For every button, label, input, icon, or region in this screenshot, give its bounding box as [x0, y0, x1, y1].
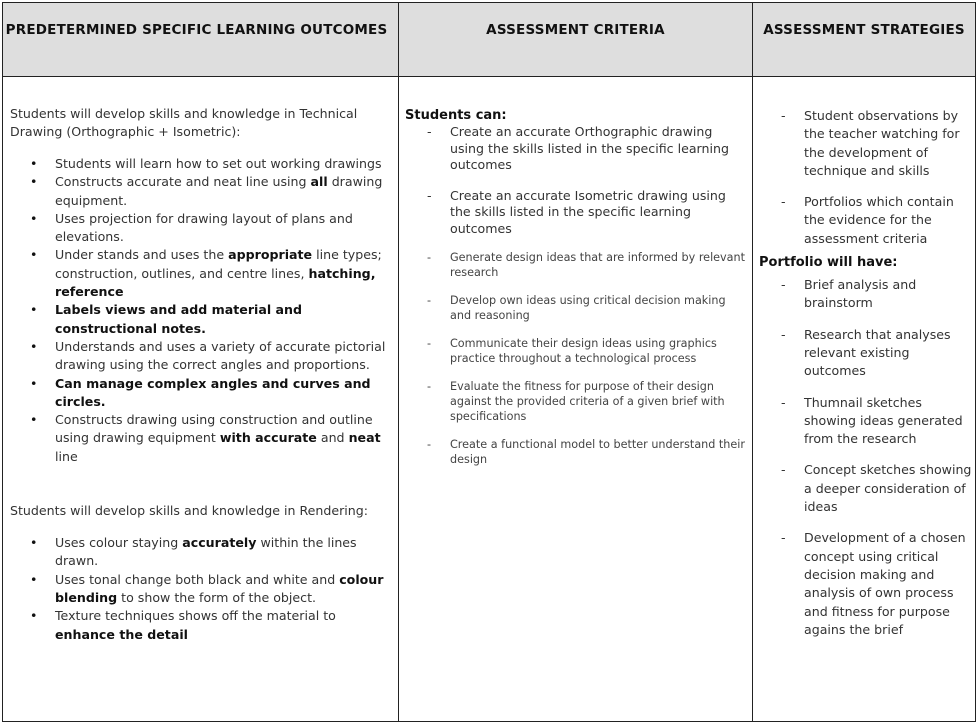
bold-text: appropriate	[228, 247, 313, 263]
header-assessment-strategies: ASSESSMENT STRATEGIES	[763, 22, 965, 38]
text: line types; construction, outlines, and centre lines,	[55, 247, 382, 281]
outcomes-intro-technical: Students will develop skills and knowledge in Technical Drawing (Orthographic + Isometric):	[10, 106, 358, 139]
text: Uses colour staying	[55, 535, 183, 551]
text: line	[55, 448, 78, 464]
bold-text: enhance the detail	[55, 626, 188, 642]
bold-text: Labels views and add material and constructional notes.	[55, 302, 303, 336]
portfolio-list	[759, 276, 975, 639]
bold-text: neat	[348, 430, 381, 446]
learning-outcomes-column	[10, 77, 395, 644]
text: Students will learn how to set out working drawings	[55, 156, 382, 171]
assessment-table	[2, 2, 976, 722]
outcome-item	[10, 607, 395, 644]
text: Uses projection for drawing layout of plans and elevations.	[55, 210, 353, 245]
criteria-item: - Evaluate the fitness for purpose of their design against the provided criteria of a given brief with specifications	[405, 379, 750, 424]
bold-text: hatching, reference	[55, 265, 376, 300]
outcome-item	[10, 375, 395, 412]
criteria-item: - Generate design ideas that are informed by relevant research	[405, 250, 750, 280]
strategy-item: - Development of a chosen concept using critical decision making and analysis of own process and fitness for purpose agains the brief	[759, 529, 975, 639]
text: Constructs drawing using construction and outline using drawing equipment	[55, 412, 373, 446]
outcomes-intro-rendering: Students will develop skills and knowledge in Rendering:	[10, 503, 368, 519]
criteria-item: - Communicate their design ideas using graphics practice throughout a technological process	[405, 336, 750, 366]
outcome-item	[10, 338, 395, 375]
outcome-item	[10, 411, 395, 466]
outcome-item	[10, 173, 395, 210]
strategy-item: - Research that analyses relevant existing outcomes	[759, 326, 975, 381]
strategy-item: - Brief analysis and brainstorm	[759, 276, 975, 313]
outcome-item	[10, 155, 395, 173]
strategies-list	[759, 107, 975, 248]
strategy-item: - Thumnail sketches showing ideas generated from the research	[759, 394, 975, 449]
text: Under stands and uses the	[55, 247, 229, 263]
strategy-item: - Student observations by the teacher watching for the development of technique and skills	[759, 107, 975, 180]
text: and	[316, 430, 349, 446]
header-assessment-criteria: ASSESSMENT CRITERIA	[486, 22, 665, 38]
strategy-item: - Portfolios which contain the evidence for the assessment criteria	[759, 193, 975, 248]
outcome-item	[10, 301, 395, 338]
strategy-item: - Concept sketches showing a deeper consideration of ideas	[759, 461, 975, 516]
column-divider	[398, 3, 399, 721]
criteria-item: - Develop own ideas using critical decision making and reasoning	[405, 293, 750, 323]
portfolio-heading: Portfolio will have:	[759, 255, 898, 271]
text: drawing equipment.	[55, 174, 383, 208]
outcome-item	[10, 210, 395, 247]
text: within the lines drawn.	[55, 535, 357, 569]
assessment-strategies-column	[759, 77, 975, 639]
text: to show the form of the object.	[117, 589, 317, 605]
bold-text: accurately	[182, 535, 257, 551]
outcome-item	[10, 246, 395, 301]
text: Texture techniques shows off the material to	[55, 608, 336, 624]
column-divider	[752, 3, 753, 721]
text: Uses tonal change both black and white and	[55, 571, 340, 587]
rendering-outcomes-list	[10, 534, 395, 644]
bold-text: Can manage complex angles and curves and circles.	[55, 375, 371, 409]
text: Constructs accurate and neat line using	[55, 174, 311, 190]
criteria-list	[405, 124, 750, 467]
criteria-item: - Create an accurate Orthographic drawing using the skills listed in the specific learning outcomes	[405, 124, 750, 174]
criteria-item: - Create an accurate Isometric drawing using the skills listed in the specific learning outcomes	[405, 188, 750, 238]
criteria-heading: Students can:	[405, 108, 507, 123]
bold-text: with accurate	[219, 430, 317, 446]
outcome-item	[10, 534, 395, 571]
header-learning-outcomes: PREDETERMINED SPECIFIC LEARNING OUTCOMES	[5, 22, 388, 38]
bold-text: colour blending	[55, 571, 384, 605]
outcome-item	[10, 571, 395, 608]
assessment-criteria-column	[405, 77, 750, 467]
text: Understands and uses a variety of accurate pictorial drawing using the correct angles and proportions.	[55, 338, 386, 373]
bold-text: all	[310, 174, 328, 190]
technical-outcomes-list	[10, 155, 395, 466]
criteria-item: - Create a functional model to better understand their design	[405, 437, 750, 467]
